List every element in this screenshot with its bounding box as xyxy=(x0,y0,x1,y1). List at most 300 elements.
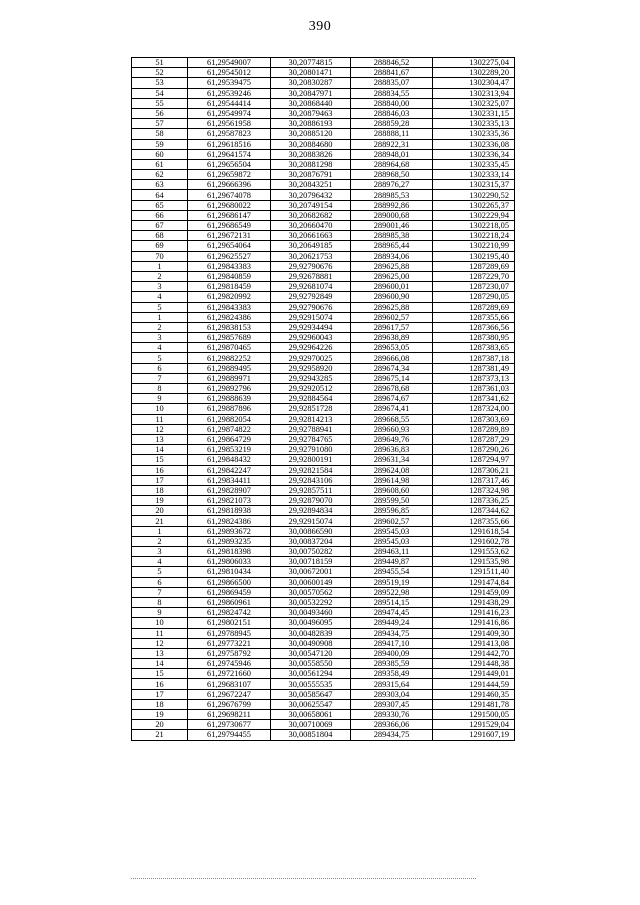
longitude-cell: 29,92784765 xyxy=(271,434,351,444)
x-coordinate-cell: 289514,15 xyxy=(351,597,433,607)
y-coordinate-cell: 1291444,59 xyxy=(433,679,515,689)
latitude-cell: 61,29686549 xyxy=(188,221,271,231)
longitude-cell: 30,20868440 xyxy=(271,98,351,108)
latitude-cell: 61,29834411 xyxy=(188,475,271,485)
table-row xyxy=(132,343,515,353)
x-coordinate-cell: 289330,76 xyxy=(351,710,433,720)
point-number-cell: 21 xyxy=(132,516,188,526)
y-coordinate-cell: 1291481,78 xyxy=(433,699,515,709)
x-coordinate-cell: 289674,34 xyxy=(351,363,433,373)
longitude-cell: 30,20843251 xyxy=(271,180,351,190)
point-number-cell: 54 xyxy=(132,88,188,98)
point-number-cell: 13 xyxy=(132,434,188,444)
point-number-cell: 4 xyxy=(132,343,188,353)
latitude-cell: 61,29869459 xyxy=(188,587,271,597)
latitude-cell: 61,29794455 xyxy=(188,730,271,740)
x-coordinate-cell: 289455,54 xyxy=(351,567,433,577)
longitude-cell: 30,20876791 xyxy=(271,170,351,180)
latitude-cell: 61,29656504 xyxy=(188,159,271,169)
x-coordinate-cell: 289600,01 xyxy=(351,282,433,292)
x-coordinate-cell: 289668,55 xyxy=(351,414,433,424)
point-number-cell: 58 xyxy=(132,129,188,139)
point-number-cell: 18 xyxy=(132,699,188,709)
longitude-cell: 29,92681074 xyxy=(271,282,351,292)
longitude-cell: 30,20649185 xyxy=(271,241,351,251)
latitude-cell: 61,29893235 xyxy=(188,536,271,546)
table-row xyxy=(132,231,515,241)
table-row xyxy=(132,159,515,169)
table-row xyxy=(132,302,515,312)
table-row xyxy=(132,669,515,679)
point-number-cell: 19 xyxy=(132,710,188,720)
bottom-divider xyxy=(131,878,476,879)
table-row xyxy=(132,251,515,261)
latitude-cell: 61,29806033 xyxy=(188,557,271,567)
x-coordinate-cell: 289519,19 xyxy=(351,577,433,587)
longitude-cell: 29,92792849 xyxy=(271,292,351,302)
latitude-cell: 61,29864729 xyxy=(188,434,271,444)
y-coordinate-cell: 1291553,62 xyxy=(433,547,515,557)
longitude-cell: 30,00851804 xyxy=(271,730,351,740)
y-coordinate-cell: 1302218,24 xyxy=(433,231,515,241)
table-row xyxy=(132,689,515,699)
longitude-cell: 30,00561294 xyxy=(271,669,351,679)
latitude-cell: 61,29802151 xyxy=(188,618,271,628)
longitude-cell: 30,00532292 xyxy=(271,597,351,607)
latitude-cell: 61,29838153 xyxy=(188,322,271,332)
latitude-cell: 61,29824742 xyxy=(188,608,271,618)
latitude-cell: 61,29889971 xyxy=(188,373,271,383)
table-row xyxy=(132,282,515,292)
longitude-cell: 30,20749154 xyxy=(271,200,351,210)
point-number-cell: 2 xyxy=(132,536,188,546)
y-coordinate-cell: 1287336,25 xyxy=(433,496,515,506)
point-number-cell: 5 xyxy=(132,353,188,363)
y-coordinate-cell: 1287289,89 xyxy=(433,424,515,434)
y-coordinate-cell: 1302229,94 xyxy=(433,210,515,220)
point-number-cell: 16 xyxy=(132,465,188,475)
table-row xyxy=(132,730,515,740)
x-coordinate-cell: 289625,88 xyxy=(351,261,433,271)
x-coordinate-cell: 289315,64 xyxy=(351,679,433,689)
point-number-cell: 4 xyxy=(132,292,188,302)
y-coordinate-cell: 1287317,46 xyxy=(433,475,515,485)
longitude-cell: 29,92879070 xyxy=(271,496,351,506)
y-coordinate-cell: 1302195,40 xyxy=(433,251,515,261)
y-coordinate-cell: 1302335,13 xyxy=(433,119,515,129)
x-coordinate-cell: 289602,57 xyxy=(351,312,433,322)
y-coordinate-cell: 1287290,26 xyxy=(433,445,515,455)
latitude-cell: 61,29892796 xyxy=(188,384,271,394)
latitude-cell: 61,29698211 xyxy=(188,710,271,720)
table-row xyxy=(132,618,515,628)
longitude-cell: 29,92920512 xyxy=(271,384,351,394)
latitude-cell: 61,29824386 xyxy=(188,516,271,526)
latitude-cell: 61,29672131 xyxy=(188,231,271,241)
latitude-cell: 61,29882252 xyxy=(188,353,271,363)
point-number-cell: 14 xyxy=(132,445,188,455)
point-number-cell: 12 xyxy=(132,424,188,434)
y-coordinate-cell: 1287383,65 xyxy=(433,343,515,353)
table-row xyxy=(132,628,515,638)
latitude-cell: 61,29539246 xyxy=(188,88,271,98)
point-number-cell: 20 xyxy=(132,506,188,516)
longitude-cell: 30,00625547 xyxy=(271,699,351,709)
y-coordinate-cell: 1291442,70 xyxy=(433,648,515,658)
x-coordinate-cell: 289001,46 xyxy=(351,221,433,231)
x-coordinate-cell: 288992,86 xyxy=(351,200,433,210)
x-coordinate-cell: 289678,68 xyxy=(351,384,433,394)
point-number-cell: 66 xyxy=(132,210,188,220)
longitude-cell: 29,92788941 xyxy=(271,424,351,434)
longitude-cell: 29,92970025 xyxy=(271,353,351,363)
longitude-cell: 30,20796432 xyxy=(271,190,351,200)
x-coordinate-cell: 289600,90 xyxy=(351,292,433,302)
point-number-cell: 60 xyxy=(132,149,188,159)
longitude-cell: 30,20885120 xyxy=(271,129,351,139)
table-row xyxy=(132,129,515,139)
table-row xyxy=(132,241,515,251)
table-row xyxy=(132,384,515,394)
point-number-cell: 3 xyxy=(132,333,188,343)
point-number-cell: 13 xyxy=(132,648,188,658)
latitude-cell: 61,29641574 xyxy=(188,149,271,159)
table-row xyxy=(132,139,515,149)
latitude-cell: 61,29625527 xyxy=(188,251,271,261)
latitude-cell: 61,29545012 xyxy=(188,68,271,78)
y-coordinate-cell: 1291438,29 xyxy=(433,597,515,607)
point-number-cell: 61 xyxy=(132,159,188,169)
longitude-cell: 30,00482839 xyxy=(271,628,351,638)
table-row xyxy=(132,557,515,567)
table-row xyxy=(132,496,515,506)
table-row xyxy=(132,78,515,88)
x-coordinate-cell: 289638,89 xyxy=(351,333,433,343)
longitude-cell: 29,92915074 xyxy=(271,516,351,526)
y-coordinate-cell: 1291474,84 xyxy=(433,577,515,587)
longitude-cell: 30,00718159 xyxy=(271,557,351,567)
table-row xyxy=(132,445,515,455)
x-coordinate-cell: 289385,59 xyxy=(351,659,433,669)
latitude-cell: 61,29745946 xyxy=(188,659,271,669)
table-row xyxy=(132,699,515,709)
x-coordinate-cell: 288841,67 xyxy=(351,68,433,78)
table-row xyxy=(132,526,515,536)
table-row xyxy=(132,516,515,526)
longitude-cell: 30,20879463 xyxy=(271,108,351,118)
point-number-cell: 53 xyxy=(132,78,188,88)
y-coordinate-cell: 1291607,19 xyxy=(433,730,515,740)
table-row xyxy=(132,210,515,220)
y-coordinate-cell: 1302335,45 xyxy=(433,159,515,169)
table-row xyxy=(132,98,515,108)
latitude-cell: 61,29773221 xyxy=(188,638,271,648)
y-coordinate-cell: 1291529,04 xyxy=(433,720,515,730)
longitude-cell: 29,92958920 xyxy=(271,363,351,373)
y-coordinate-cell: 1291449,01 xyxy=(433,669,515,679)
longitude-cell: 30,20660470 xyxy=(271,221,351,231)
point-number-cell: 7 xyxy=(132,373,188,383)
table-row xyxy=(132,271,515,281)
table-row xyxy=(132,638,515,648)
table-row xyxy=(132,404,515,414)
point-number-cell: 64 xyxy=(132,190,188,200)
y-coordinate-cell: 1302336,34 xyxy=(433,149,515,159)
point-number-cell: 17 xyxy=(132,689,188,699)
y-coordinate-cell: 1302325,07 xyxy=(433,98,515,108)
table-row xyxy=(132,475,515,485)
x-coordinate-cell: 289660,93 xyxy=(351,424,433,434)
latitude-cell: 61,29654064 xyxy=(188,241,271,251)
longitude-cell: 30,00750282 xyxy=(271,547,351,557)
x-coordinate-cell: 289545,03 xyxy=(351,526,433,536)
latitude-cell: 61,29561958 xyxy=(188,119,271,129)
latitude-cell: 61,29828907 xyxy=(188,485,271,495)
y-coordinate-cell: 1302315,37 xyxy=(433,180,515,190)
table-row xyxy=(132,353,515,363)
x-coordinate-cell: 289474,45 xyxy=(351,608,433,618)
latitude-cell: 61,29730677 xyxy=(188,720,271,730)
longitude-cell: 29,92678881 xyxy=(271,271,351,281)
longitude-cell: 29,92894834 xyxy=(271,506,351,516)
longitude-cell: 29,92843106 xyxy=(271,475,351,485)
x-coordinate-cell: 289666,08 xyxy=(351,353,433,363)
y-coordinate-cell: 1287355,66 xyxy=(433,516,515,526)
y-coordinate-cell: 1287303,69 xyxy=(433,414,515,424)
x-coordinate-cell: 289649,76 xyxy=(351,434,433,444)
y-coordinate-cell: 1287290,05 xyxy=(433,292,515,302)
x-coordinate-cell: 289674,67 xyxy=(351,394,433,404)
longitude-cell: 29,92791080 xyxy=(271,445,351,455)
y-coordinate-cell: 1302304,47 xyxy=(433,78,515,88)
longitude-cell: 30,00658061 xyxy=(271,710,351,720)
latitude-cell: 61,29887896 xyxy=(188,404,271,414)
point-number-cell: 9 xyxy=(132,394,188,404)
table-row xyxy=(132,119,515,129)
point-number-cell: 68 xyxy=(132,231,188,241)
y-coordinate-cell: 1287387,18 xyxy=(433,353,515,363)
table-row xyxy=(132,648,515,658)
y-coordinate-cell: 1287341,62 xyxy=(433,394,515,404)
point-number-cell: 51 xyxy=(132,58,188,68)
point-number-cell: 56 xyxy=(132,108,188,118)
point-number-cell: 5 xyxy=(132,302,188,312)
latitude-cell: 61,29676799 xyxy=(188,699,271,709)
y-coordinate-cell: 1291413,08 xyxy=(433,638,515,648)
latitude-cell: 61,29587823 xyxy=(188,129,271,139)
y-coordinate-cell: 1287366,56 xyxy=(433,322,515,332)
y-coordinate-cell: 1291602,78 xyxy=(433,536,515,546)
x-coordinate-cell: 289614,98 xyxy=(351,475,433,485)
y-coordinate-cell: 1302289,20 xyxy=(433,68,515,78)
x-coordinate-cell: 289631,34 xyxy=(351,455,433,465)
latitude-cell: 61,29683107 xyxy=(188,679,271,689)
x-coordinate-cell: 288840,00 xyxy=(351,98,433,108)
longitude-cell: 30,00496095 xyxy=(271,618,351,628)
point-number-cell: 11 xyxy=(132,414,188,424)
point-number-cell: 18 xyxy=(132,485,188,495)
table-row xyxy=(132,292,515,302)
latitude-cell: 61,29853219 xyxy=(188,445,271,455)
longitude-cell: 30,00837204 xyxy=(271,536,351,546)
y-coordinate-cell: 1291409,30 xyxy=(433,628,515,638)
table-row xyxy=(132,424,515,434)
x-coordinate-cell: 288965,44 xyxy=(351,241,433,251)
point-number-cell: 21 xyxy=(132,730,188,740)
x-coordinate-cell: 289400,09 xyxy=(351,648,433,658)
longitude-cell: 30,00493460 xyxy=(271,608,351,618)
table-row xyxy=(132,608,515,618)
y-coordinate-cell: 1302210,99 xyxy=(433,241,515,251)
x-coordinate-cell: 289463,11 xyxy=(351,547,433,557)
x-coordinate-cell: 289653,05 xyxy=(351,343,433,353)
latitude-cell: 61,29882054 xyxy=(188,414,271,424)
point-number-cell: 10 xyxy=(132,404,188,414)
y-coordinate-cell: 1287344,62 xyxy=(433,506,515,516)
longitude-cell: 30,20682682 xyxy=(271,210,351,220)
table-row xyxy=(132,536,515,546)
longitude-cell: 30,20774815 xyxy=(271,58,351,68)
x-coordinate-cell: 289449,87 xyxy=(351,557,433,567)
longitude-cell: 30,20847971 xyxy=(271,88,351,98)
latitude-cell: 61,29618516 xyxy=(188,139,271,149)
x-coordinate-cell: 289522,98 xyxy=(351,587,433,597)
y-coordinate-cell: 1287381,49 xyxy=(433,363,515,373)
longitude-cell: 30,00710069 xyxy=(271,720,351,730)
longitude-cell: 29,92851728 xyxy=(271,404,351,414)
table-row xyxy=(132,455,515,465)
x-coordinate-cell: 288846,03 xyxy=(351,108,433,118)
table-row xyxy=(132,485,515,495)
longitude-cell: 29,92915074 xyxy=(271,312,351,322)
table-row xyxy=(132,434,515,444)
longitude-cell: 30,20886193 xyxy=(271,119,351,129)
longitude-cell: 30,00866590 xyxy=(271,526,351,536)
x-coordinate-cell: 289366,06 xyxy=(351,720,433,730)
longitude-cell: 29,92884564 xyxy=(271,394,351,404)
x-coordinate-cell: 289596,85 xyxy=(351,506,433,516)
x-coordinate-cell: 288835,07 xyxy=(351,78,433,88)
latitude-cell: 61,29549007 xyxy=(188,58,271,68)
y-coordinate-cell: 1287361,03 xyxy=(433,384,515,394)
x-coordinate-cell: 288968,50 xyxy=(351,170,433,180)
table-row xyxy=(132,221,515,231)
x-coordinate-cell: 288934,06 xyxy=(351,251,433,261)
latitude-cell: 61,29666396 xyxy=(188,180,271,190)
longitude-cell: 30,00555535 xyxy=(271,679,351,689)
point-number-cell: 3 xyxy=(132,547,188,557)
longitude-cell: 30,20881298 xyxy=(271,159,351,169)
x-coordinate-cell: 289545,03 xyxy=(351,536,433,546)
table-row xyxy=(132,506,515,516)
latitude-cell: 61,29818398 xyxy=(188,547,271,557)
latitude-cell: 61,29539475 xyxy=(188,78,271,88)
latitude-cell: 61,29874822 xyxy=(188,424,271,434)
longitude-cell: 30,20801471 xyxy=(271,68,351,78)
table-row xyxy=(132,58,515,68)
latitude-cell: 61,29857689 xyxy=(188,333,271,343)
latitude-cell: 61,29686147 xyxy=(188,210,271,220)
point-number-cell: 6 xyxy=(132,577,188,587)
point-number-cell: 1 xyxy=(132,261,188,271)
point-number-cell: 7 xyxy=(132,587,188,597)
table-row xyxy=(132,679,515,689)
y-coordinate-cell: 1302265,37 xyxy=(433,200,515,210)
table-row xyxy=(132,597,515,607)
x-coordinate-cell: 289434,75 xyxy=(351,628,433,638)
point-number-cell: 15 xyxy=(132,669,188,679)
page-number: 390 xyxy=(308,19,332,34)
x-coordinate-cell: 289675,14 xyxy=(351,373,433,383)
x-coordinate-cell: 289636,83 xyxy=(351,445,433,455)
x-coordinate-cell: 289608,60 xyxy=(351,485,433,495)
point-number-cell: 63 xyxy=(132,180,188,190)
y-coordinate-cell: 1291618,54 xyxy=(433,526,515,536)
x-coordinate-cell: 289000,68 xyxy=(351,210,433,220)
point-number-cell: 2 xyxy=(132,322,188,332)
latitude-cell: 61,29680022 xyxy=(188,200,271,210)
y-coordinate-cell: 1302275,04 xyxy=(433,58,515,68)
x-coordinate-cell: 288859,28 xyxy=(351,119,433,129)
point-number-cell: 57 xyxy=(132,119,188,129)
longitude-cell: 30,20883826 xyxy=(271,149,351,159)
y-coordinate-cell: 1287324,00 xyxy=(433,404,515,414)
point-number-cell: 11 xyxy=(132,628,188,638)
longitude-cell: 29,92821584 xyxy=(271,465,351,475)
table-row xyxy=(132,577,515,587)
latitude-cell: 61,29674078 xyxy=(188,190,271,200)
y-coordinate-cell: 1287229,70 xyxy=(433,271,515,281)
x-coordinate-cell: 289417,10 xyxy=(351,638,433,648)
latitude-cell: 61,29549974 xyxy=(188,108,271,118)
latitude-cell: 61,29888639 xyxy=(188,394,271,404)
table-row xyxy=(132,373,515,383)
point-number-cell: 8 xyxy=(132,597,188,607)
point-number-cell: 59 xyxy=(132,139,188,149)
y-coordinate-cell: 1291448,38 xyxy=(433,659,515,669)
point-number-cell: 16 xyxy=(132,679,188,689)
longitude-cell: 29,92960043 xyxy=(271,333,351,343)
x-coordinate-cell: 289599,50 xyxy=(351,496,433,506)
x-coordinate-cell: 289624,08 xyxy=(351,465,433,475)
table-row xyxy=(132,333,515,343)
y-coordinate-cell: 1291416,86 xyxy=(433,618,515,628)
table-row xyxy=(132,567,515,577)
point-number-cell: 17 xyxy=(132,475,188,485)
latitude-cell: 61,29788945 xyxy=(188,628,271,638)
table-row xyxy=(132,587,515,597)
table-row xyxy=(132,170,515,180)
y-coordinate-cell: 1291500,05 xyxy=(433,710,515,720)
y-coordinate-cell: 1287373,13 xyxy=(433,373,515,383)
latitude-cell: 61,29659872 xyxy=(188,170,271,180)
longitude-cell: 30,00547120 xyxy=(271,648,351,658)
latitude-cell: 61,29672247 xyxy=(188,689,271,699)
x-coordinate-cell: 288964,68 xyxy=(351,159,433,169)
latitude-cell: 61,29821073 xyxy=(188,496,271,506)
latitude-cell: 61,29889495 xyxy=(188,363,271,373)
latitude-cell: 61,29810434 xyxy=(188,567,271,577)
y-coordinate-cell: 1302218,05 xyxy=(433,221,515,231)
longitude-cell: 30,00558550 xyxy=(271,659,351,669)
latitude-cell: 61,29840859 xyxy=(188,271,271,281)
y-coordinate-cell: 1302290,52 xyxy=(433,190,515,200)
table-row xyxy=(132,465,515,475)
y-coordinate-cell: 1287306,21 xyxy=(433,465,515,475)
point-number-cell: 14 xyxy=(132,659,188,669)
x-coordinate-cell: 288985,38 xyxy=(351,231,433,241)
point-number-cell: 52 xyxy=(132,68,188,78)
